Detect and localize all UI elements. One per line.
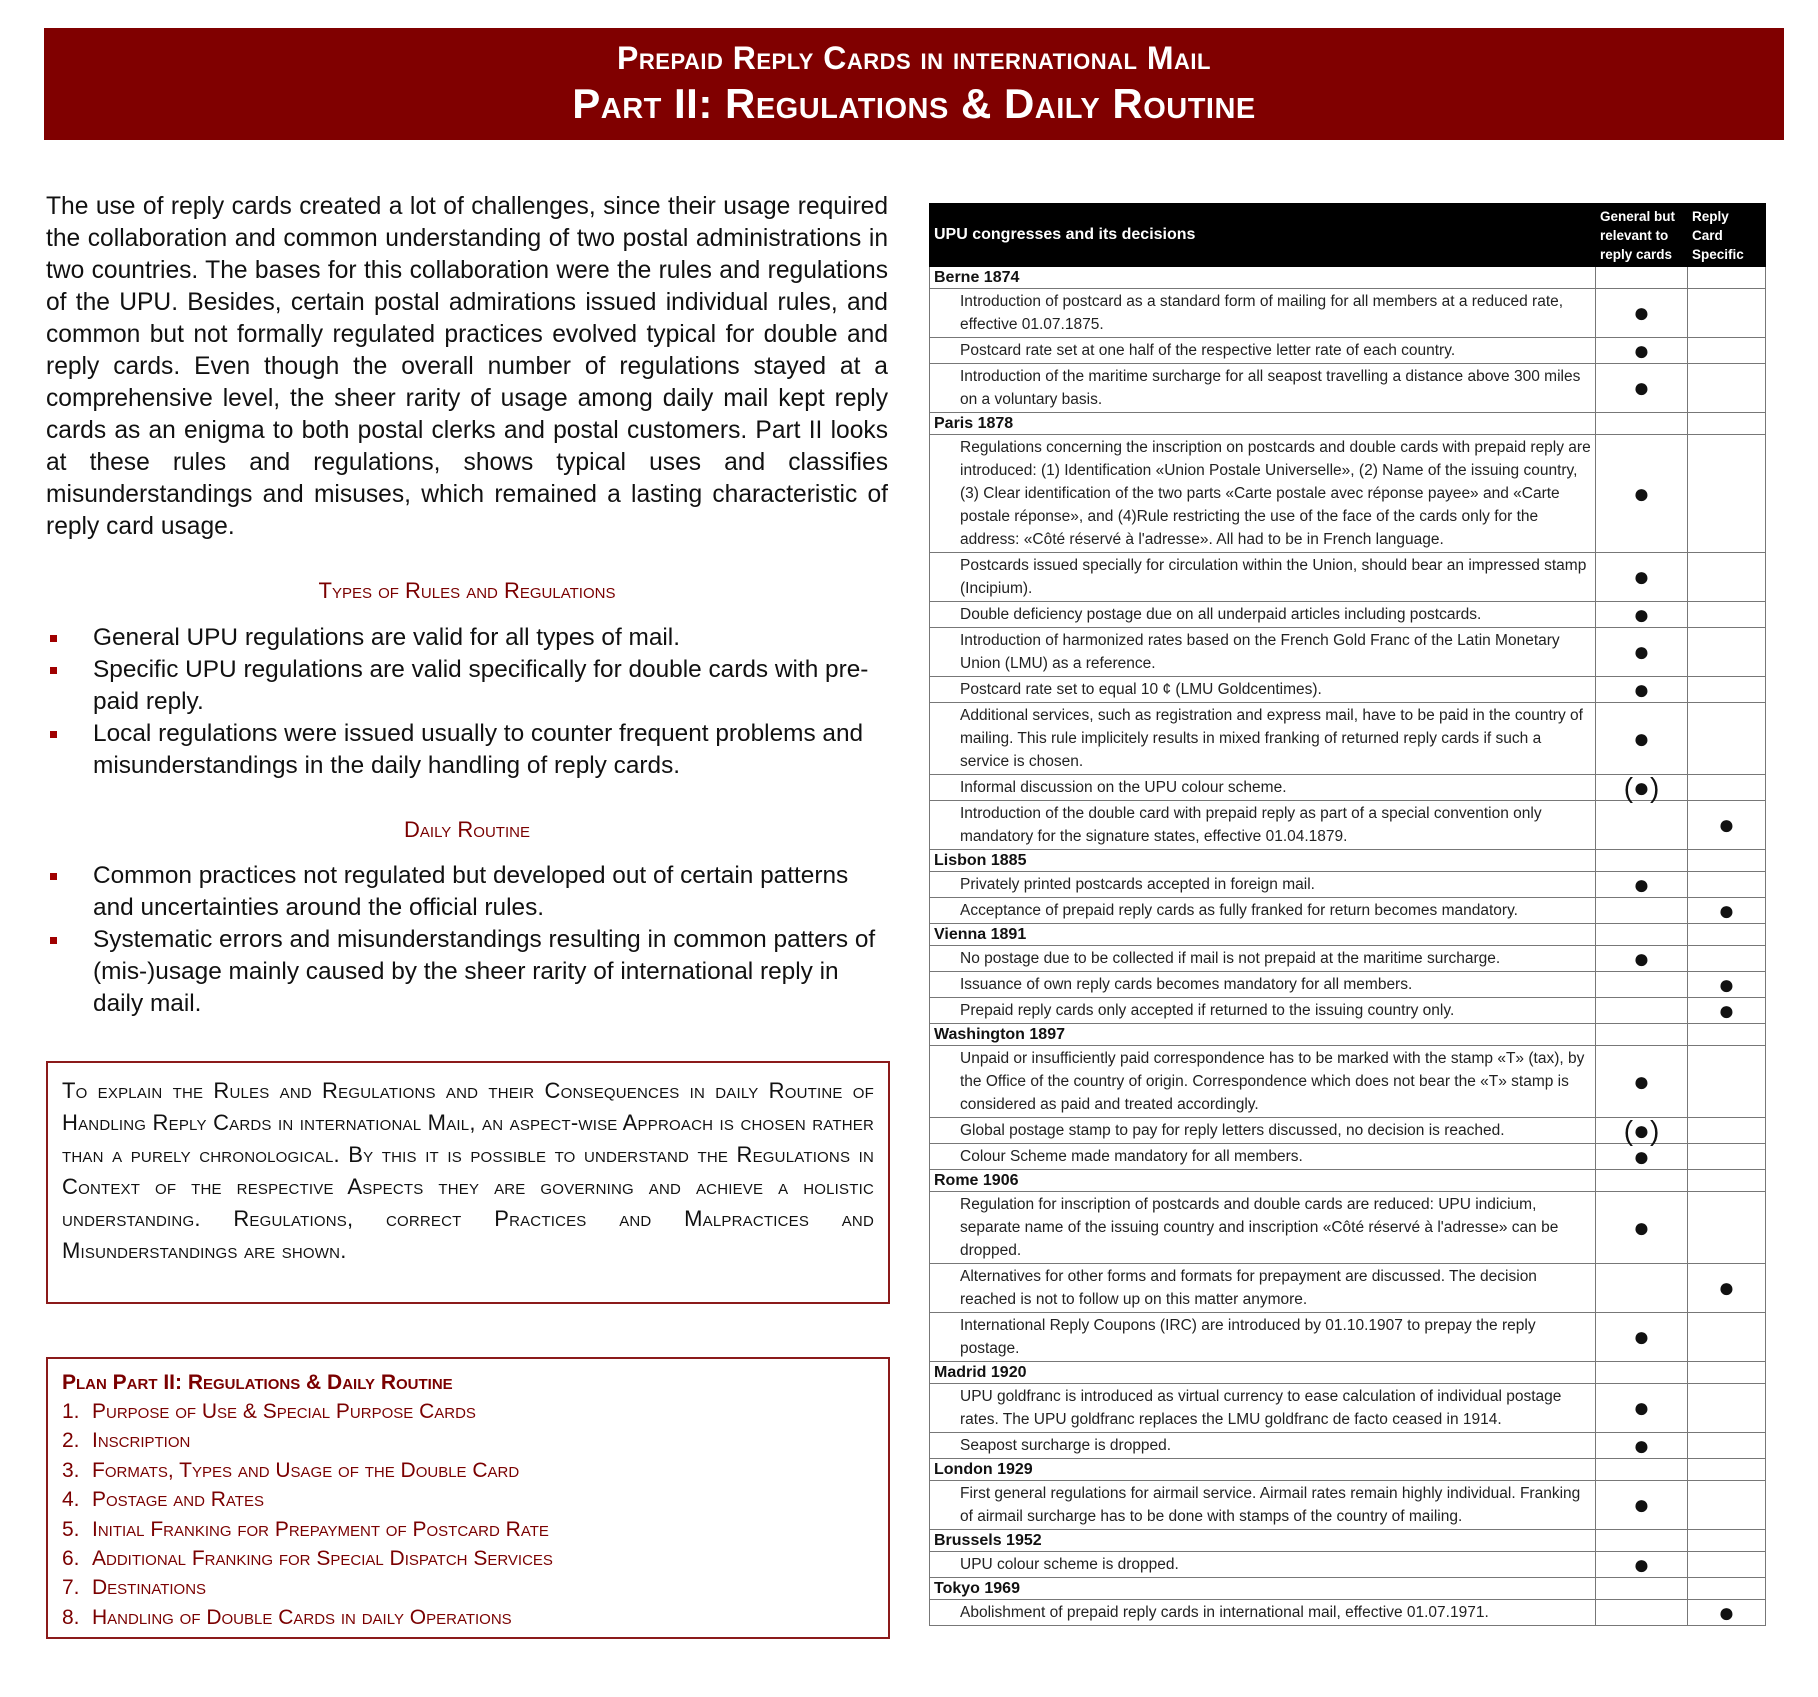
daily-item: Common practices not regulated but developed out of certain patterns and uncertainties around the official rules. xyxy=(46,860,888,924)
congress-specific-cell xyxy=(1688,1024,1766,1046)
specific-mark: ● xyxy=(1688,1264,1766,1313)
general-mark: ● xyxy=(1596,1481,1688,1530)
specific-mark: ● xyxy=(1688,972,1766,998)
congress-name: Brussels 1952 xyxy=(930,1530,1596,1552)
plan-item-text: Postage and Rates xyxy=(92,1488,264,1512)
general-mark: ● xyxy=(1596,602,1688,628)
congress-specific-cell xyxy=(1688,413,1766,435)
decision-text: UPU colour scheme is dropped. xyxy=(930,1552,1596,1578)
decision-row xyxy=(930,898,1766,924)
decision-text: Acceptance of prepaid reply cards as fully franked for return becomes mandatory. xyxy=(930,898,1596,924)
congress-name: Lisbon 1885 xyxy=(930,850,1596,872)
table-header-decisions: UPU congresses and its decisions xyxy=(930,204,1596,267)
decision-text: Introduction of the double card with prepaid reply as part of a special convention only mandatory for the signature states, effective 01.04.1879. xyxy=(930,801,1596,850)
specific-mark xyxy=(1688,1433,1766,1459)
plan-item-number: 1. xyxy=(62,1400,80,1423)
plan-item xyxy=(62,1397,874,1426)
general-mark: ● xyxy=(1596,1433,1688,1459)
decision-text: Seapost surcharge is dropped. xyxy=(930,1433,1596,1459)
general-mark: ● xyxy=(1596,1384,1688,1433)
congress-specific-cell xyxy=(1688,1530,1766,1552)
specific-mark: ● xyxy=(1688,998,1766,1024)
decision-row xyxy=(930,946,1766,972)
congress-row xyxy=(930,1459,1766,1481)
general-mark xyxy=(1596,1600,1688,1626)
congress-name: Paris 1878 xyxy=(930,413,1596,435)
decision-text: Introduction of harmonized rates based on the French Gold Franc of the Latin Monetary Union (LMU) as a reference. xyxy=(930,628,1596,677)
general-mark: ● xyxy=(1596,338,1688,364)
specific-mark xyxy=(1688,775,1766,801)
specific-mark: ● xyxy=(1688,801,1766,850)
congress-name: Madrid 1920 xyxy=(930,1362,1596,1384)
decision-text: Colour Scheme made mandatory for all members. xyxy=(930,1144,1596,1170)
general-mark: ● xyxy=(1596,553,1688,602)
daily-list xyxy=(46,860,888,1020)
plan-item xyxy=(62,1544,874,1573)
explanation-box xyxy=(46,1061,890,1304)
plan-item-text: Inscription xyxy=(92,1429,191,1453)
specific-mark xyxy=(1688,1552,1766,1578)
decision-row xyxy=(930,602,1766,628)
general-mark: (●) xyxy=(1596,775,1688,801)
congress-general-cell xyxy=(1596,1578,1688,1600)
decision-row xyxy=(930,1118,1766,1144)
decision-row xyxy=(930,1144,1766,1170)
types-item: Specific UPU regulations are valid specifically for double cards with pre-paid reply. xyxy=(46,654,888,718)
decision-text: Global postage stamp to pay for reply letters discussed, no decision is reached. xyxy=(930,1118,1596,1144)
congress-general-cell xyxy=(1596,1170,1688,1192)
congress-name: Berne 1874 xyxy=(930,267,1596,289)
decision-row xyxy=(930,872,1766,898)
decision-text: Additional services, such as registration and express mail, have to be paid in the country of mailing. This rule implicitely results in mixed franking of returned reply cards if such a service is chosen. xyxy=(930,703,1596,775)
congress-general-cell xyxy=(1596,267,1688,289)
plan-item xyxy=(62,1426,874,1455)
decision-row xyxy=(930,775,1766,801)
plan-item-text: Formats, Types and Usage of the Double Card xyxy=(92,1458,520,1482)
specific-mark xyxy=(1688,1313,1766,1362)
decision-row xyxy=(930,553,1766,602)
plan-item-text: Purpose of Use & Special Purpose Cards xyxy=(92,1400,476,1423)
specific-mark xyxy=(1688,872,1766,898)
plan-item xyxy=(62,1603,874,1632)
congress-general-cell xyxy=(1596,1459,1688,1481)
plan-item xyxy=(62,1485,874,1514)
congress-row xyxy=(930,1170,1766,1192)
decision-text: Postcard rate set at one half of the respective letter rate of each country. xyxy=(930,338,1596,364)
types-list xyxy=(46,622,888,782)
specific-mark xyxy=(1688,338,1766,364)
plan-item-text: Initial Franking for Prepayment of Postcard Rate xyxy=(92,1517,549,1541)
general-mark: ● xyxy=(1596,628,1688,677)
decision-row xyxy=(930,1384,1766,1433)
general-mark: ● xyxy=(1596,1552,1688,1578)
congress-specific-cell xyxy=(1688,850,1766,872)
specific-mark: ● xyxy=(1688,1600,1766,1626)
decision-row xyxy=(930,1313,1766,1362)
specific-mark xyxy=(1688,289,1766,338)
decision-row xyxy=(930,677,1766,703)
decision-text: Issuance of own reply cards becomes mandatory for all members. xyxy=(930,972,1596,998)
decision-text: Introduction of the maritime surcharge for all seapost travelling a distance above 300 miles on a voluntary basis. xyxy=(930,364,1596,413)
plan-item-number: 6. xyxy=(62,1547,80,1571)
specific-mark xyxy=(1688,1192,1766,1264)
types-item: Local regulations were issued usually to counter frequent problems and misunderstandings in the daily handling of reply cards. xyxy=(46,718,888,782)
plan-item-text: Destinations xyxy=(92,1576,207,1600)
general-mark: ● xyxy=(1596,1046,1688,1118)
decision-row xyxy=(930,1046,1766,1118)
specific-mark xyxy=(1688,628,1766,677)
congress-specific-cell xyxy=(1688,267,1766,289)
specific-mark xyxy=(1688,1144,1766,1170)
specific-mark xyxy=(1688,435,1766,553)
decision-row xyxy=(930,703,1766,775)
general-mark: ● xyxy=(1596,1313,1688,1362)
congress-specific-cell xyxy=(1688,1362,1766,1384)
congress-general-cell xyxy=(1596,413,1688,435)
specific-mark xyxy=(1688,946,1766,972)
plan-item-number: 8. xyxy=(62,1605,80,1629)
specific-mark xyxy=(1688,1384,1766,1433)
intro-paragraph: The use of reply cards created a lot of challenges, since their usage required the collaboration and common understanding of two postal administrations in two countries. The bases for this collaboration were the rules and regulations of the UPU. Besides, certain postal admirations issued individual rules, and common but not formally regulated practices evolved typical for double and reply cards. Even though the overall number of regulations stayed at a comprehensive level, the sheer rarity of usage among daily mail kept reply cards as an enigma to both postal clerks and postal customers. Part II looks at these rules and regulations, shows typical uses and classifies misunderstandings and misuses, which remained a lasting characteristic of reply card usage. xyxy=(46,193,888,540)
decision-text: No postage due to be collected if mail is not prepaid at the maritime surcharge. xyxy=(930,946,1596,972)
decision-row xyxy=(930,338,1766,364)
decision-row xyxy=(930,289,1766,338)
decision-text: Postcards issued specially for circulation within the Union, should bear an impressed stamp (Incipium). xyxy=(930,553,1596,602)
general-mark: (●) xyxy=(1596,1118,1688,1144)
general-mark: ● xyxy=(1596,1144,1688,1170)
table-header-general: General but relevant to reply cards xyxy=(1596,204,1688,267)
types-item: General UPU regulations are valid for all types of mail. xyxy=(46,622,888,654)
decision-row xyxy=(930,364,1766,413)
decision-row xyxy=(930,435,1766,553)
congress-name: Washington 1897 xyxy=(930,1024,1596,1046)
title-line-1: Prepaid Reply Cards in international Mail xyxy=(617,40,1211,76)
decision-text: Introduction of postcard as a standard form of mailing for all members at a reduced rate, effective 01.07.1875. xyxy=(930,289,1596,338)
specific-mark xyxy=(1688,1046,1766,1118)
plan-item-number: 5. xyxy=(62,1517,80,1541)
general-mark xyxy=(1596,898,1688,924)
congress-general-cell xyxy=(1596,1024,1688,1046)
congress-name: Vienna 1891 xyxy=(930,924,1596,946)
plan-item-number: 2. xyxy=(62,1429,80,1453)
decision-text: Double deficiency postage due on all underpaid articles including postcards. xyxy=(930,602,1596,628)
decision-text: Regulations concerning the inscription on postcards and double cards with prepaid reply are introduced: (1) Identification «Union Postale Universelle», (2) Name of the issuing country, (3) Clear identification of the two parts «Carte postale avec réponse payee» and «Carte postale réponse», and (4)Rule restricting the use of the face of the cards only for the address: «Côté réservé à l'adresse». All had to be in French language. xyxy=(930,435,1596,553)
plan-item-number: 4. xyxy=(62,1488,80,1512)
specific-mark xyxy=(1688,1481,1766,1530)
plan-item xyxy=(62,1573,874,1602)
specific-mark xyxy=(1688,364,1766,413)
congress-row xyxy=(930,1578,1766,1600)
decision-row xyxy=(930,1192,1766,1264)
decision-text: Alternatives for other forms and formats for prepayment are discussed. The decision reached is not to follow up on this matter anymore. xyxy=(930,1264,1596,1313)
congress-name: Rome 1906 xyxy=(930,1170,1596,1192)
congress-specific-cell xyxy=(1688,1170,1766,1192)
general-mark xyxy=(1596,972,1688,998)
congress-row xyxy=(930,1362,1766,1384)
general-mark xyxy=(1596,1264,1688,1313)
general-mark: ● xyxy=(1596,946,1688,972)
congress-row xyxy=(930,413,1766,435)
decision-text: International Reply Coupons (IRC) are introduced by 01.10.1907 to prepay the reply postage. xyxy=(930,1313,1596,1362)
decision-text: Informal discussion on the UPU colour scheme. xyxy=(930,775,1596,801)
congress-name: Tokyo 1969 xyxy=(930,1578,1596,1600)
decision-text: First general regulations for airmail service. Airmail rates remain highly individual. Franking of airmail surcharge has to be done with stamps of the country of mailing. xyxy=(930,1481,1596,1530)
decision-text: Unpaid or insufficiently paid correspondence has to be marked with the stamp «T» (tax), by the Office of the country of origin. Correspondence which does not bear the «T» stamp is considered as paid and treated accordingly. xyxy=(930,1046,1596,1118)
decision-row xyxy=(930,628,1766,677)
general-mark: ● xyxy=(1596,435,1688,553)
general-mark: ● xyxy=(1596,289,1688,338)
congress-row xyxy=(930,267,1766,289)
upu-decisions-table xyxy=(929,203,1766,1626)
general-mark xyxy=(1596,998,1688,1024)
general-mark: ● xyxy=(1596,872,1688,898)
decision-row xyxy=(930,801,1766,850)
general-mark: ● xyxy=(1596,1192,1688,1264)
general-mark: ● xyxy=(1596,364,1688,413)
congress-general-cell xyxy=(1596,1362,1688,1384)
general-mark: ● xyxy=(1596,703,1688,775)
decision-row xyxy=(930,972,1766,998)
specific-mark xyxy=(1688,553,1766,602)
daily-heading: Daily Routine xyxy=(404,817,530,842)
plan-list xyxy=(62,1397,874,1632)
plan-item-number: 3. xyxy=(62,1458,80,1482)
decision-row xyxy=(930,1433,1766,1459)
specific-mark xyxy=(1688,1118,1766,1144)
decision-text: Regulation for inscription of postcards and double cards are reduced: UPU indicium, separate name of the issuing country and inscription «Côté réservé à l'adresse» can be dropped. xyxy=(930,1192,1596,1264)
congress-name: London 1929 xyxy=(930,1459,1596,1481)
general-mark xyxy=(1596,801,1688,850)
decision-text: Prepaid reply cards only accepted if returned to the issuing country only. xyxy=(930,998,1596,1024)
decision-text: Privately printed postcards accepted in foreign mail. xyxy=(930,872,1596,898)
plan-item xyxy=(62,1456,874,1485)
decision-text: Postcard rate set to equal 10 ¢ (LMU Goldcentimes). xyxy=(930,677,1596,703)
plan-item-text: Handling of Double Cards in daily Operations xyxy=(92,1605,512,1629)
decision-row xyxy=(930,1264,1766,1313)
title-banner xyxy=(44,28,1784,140)
congress-specific-cell xyxy=(1688,924,1766,946)
plan-item-number: 7. xyxy=(62,1576,80,1600)
specific-mark xyxy=(1688,703,1766,775)
plan-title: Plan Part II: Regulations & Daily Routine xyxy=(62,1371,453,1394)
decision-row xyxy=(930,998,1766,1024)
decision-text: Abolishment of prepaid reply cards in international mail, effective 01.07.1971. xyxy=(930,1600,1596,1626)
decision-row xyxy=(930,1552,1766,1578)
decision-row xyxy=(930,1600,1766,1626)
specific-mark xyxy=(1688,677,1766,703)
types-heading: Types of Rules and Regulations xyxy=(318,578,616,603)
decision-text: UPU goldfranc is introduced as virtual currency to ease calculation of individual postage rates. The UPU goldfranc replaces the LMU goldfranc de facto ceased in 1914. xyxy=(930,1384,1596,1433)
specific-mark: ● xyxy=(1688,898,1766,924)
table-header-specific: Reply Card Specific xyxy=(1688,204,1766,267)
plan-item xyxy=(62,1515,874,1544)
daily-item: Systematic errors and misunderstandings resulting in common patters of (mis-)usage mainly caused by the sheer rarity of international reply in daily mail. xyxy=(46,924,888,1020)
general-mark: ● xyxy=(1596,677,1688,703)
specific-mark xyxy=(1688,602,1766,628)
congress-row xyxy=(930,1024,1766,1046)
decision-row xyxy=(930,1481,1766,1530)
congress-specific-cell xyxy=(1688,1459,1766,1481)
plan-box xyxy=(46,1357,890,1639)
title-line-2: Part II: Regulations & Daily Routine xyxy=(572,80,1256,127)
explanation-text: To explain the Rules and Regulations and their Consequences in daily Routine of Handling Reply Cards in international Mail, an aspect-wise Approach is chosen rather than a purely chronological. By this it is possible to understand the Regulations in Context of the respective Aspects they are governing and achieve a holistic understanding. Regulations, correct Practices and Malpractices and Misunderstandings are shown. xyxy=(62,1078,874,1263)
plan-item-text: Additional Franking for Special Dispatch Services xyxy=(92,1547,553,1571)
